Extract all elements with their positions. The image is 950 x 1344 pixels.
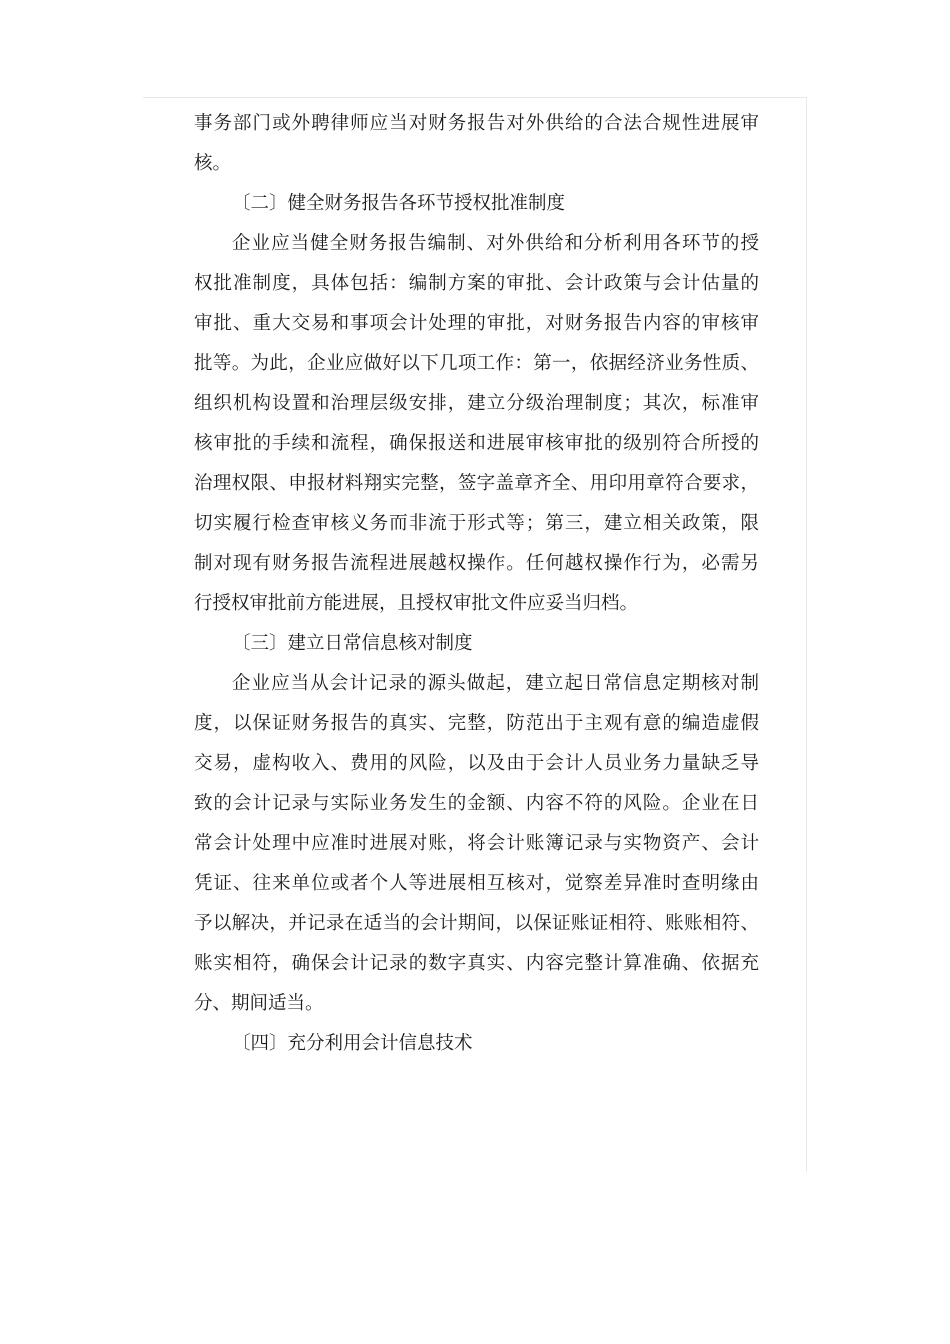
section-heading: 〔三〕建立日常信息核对制度 — [232, 633, 473, 654]
text-line: 度，以保证财务报告的真实、完整，防范出于主观有意的编造虚假 — [194, 713, 759, 734]
page-right-rule — [806, 97, 807, 1172]
document-body — [194, 104, 759, 1064]
text-line: 分、期间适当。 — [194, 993, 324, 1014]
text-line: 审批、重大交易和事项会计处理的审批，对财务报告内容的审核审 — [194, 313, 759, 334]
section-heading: 〔四〕充分利用会计信息技术 — [232, 1033, 473, 1054]
text-line: 事务部门或外聘律师应当对财务报告对外供给的合法合规性进展审 — [194, 113, 759, 134]
text-line: 批等。为此，企业应做好以下几项工作：第一，依据经济业务性质、 — [194, 353, 759, 374]
text-line: 切实履行检查审核义务而非流于形式等；第三，建立相关政策，限 — [194, 513, 759, 534]
text-line: 交易，虚构收入、费用的风险，以及由于会计人员业务力量缺乏导 — [194, 753, 759, 774]
text-line: 凭证、往来单位或者个人等进展相互核对，觉察差异准时查明缘由 — [194, 873, 759, 894]
text-line: 行授权审批前方能进展，且授权审批文件应妥当归档。 — [194, 593, 639, 614]
text-line: 组织机构设置和治理层级安排，建立分级治理制度；其次，标准审 — [194, 393, 759, 414]
text-line: 致的会计记录与实际业务发生的金额、内容不符的风险。企业在日 — [194, 793, 759, 814]
text-line: 核。 — [194, 153, 232, 174]
text-line: 账实相符，确保会计记录的数字真实、内容完整计算准确、依据充 — [194, 953, 759, 974]
text-line: 制对现有财务报告流程进展越权操作。任何越权操作行为，必需另 — [194, 553, 759, 574]
text-line: 核审批的手续和流程，确保报送和进展审核审批的级别符合所授的 — [194, 433, 759, 454]
page-top-rule — [143, 97, 807, 98]
text-line: 企业应当从会计记录的源头做起，建立起日常信息定期核对制 — [232, 673, 759, 694]
text-line: 常会计处理中应准时进展对账，将会计账簿记录与实物资产、会计 — [194, 833, 759, 854]
text-line: 予以解决，并记录在适当的会计期间，以保证账证相符、账账相符、 — [194, 913, 759, 934]
text-line: 企业应当健全财务报告编制、对外供给和分析利用各环节的授 — [232, 233, 759, 254]
text-line: 治理权限、申报材料翔实完整，签字盖章齐全、用印用章符合要求， — [194, 473, 759, 494]
text-line: 权批准制度，具体包括：编制方案的审批、会计政策与会计估量的 — [194, 273, 759, 294]
section-heading: 〔二〕健全财务报告各环节授权批准制度 — [232, 193, 566, 214]
